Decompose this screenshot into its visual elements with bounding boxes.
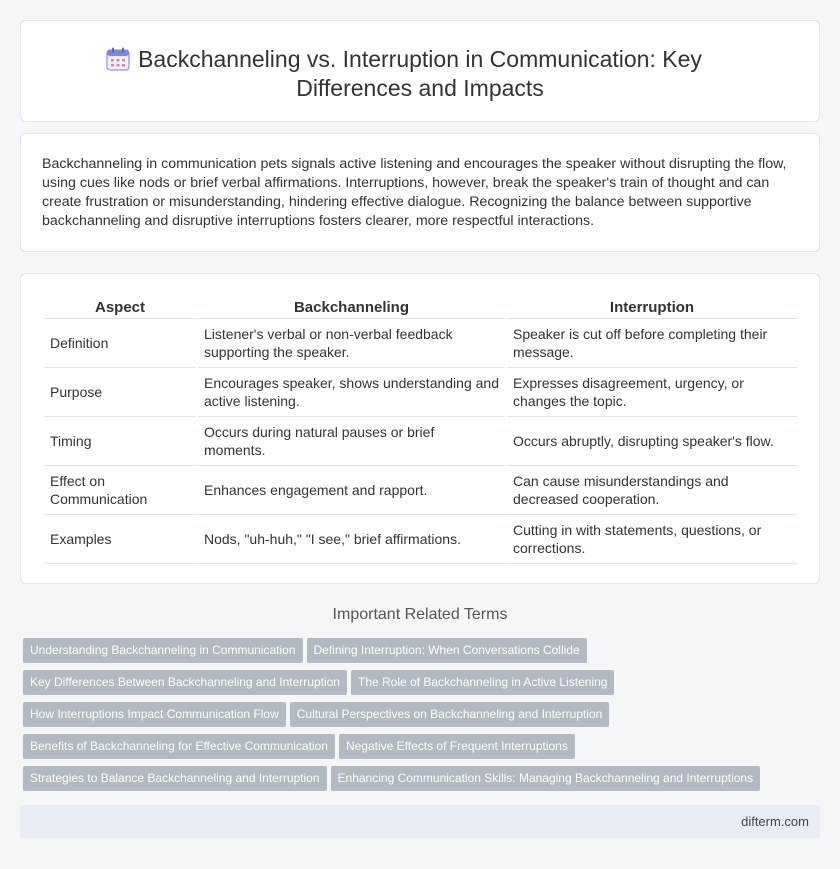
comparison-table (42, 294, 799, 564)
row-backchanneling: Nods, "uh-huh," "I see," brief affirmations. (198, 515, 505, 564)
related-term-link[interactable]: Enhancing Communication Skills: Managing Backchanneling and Interruptions (331, 766, 761, 791)
related-term-link[interactable]: Understanding Backchanneling in Communication (23, 638, 303, 663)
related-term-link[interactable]: Strategies to Balance Backchanneling and Interruption (23, 766, 327, 791)
intro-card (20, 133, 820, 252)
related-term-link[interactable]: How Interruptions Impact Communication Flow (23, 702, 286, 727)
related-term-link[interactable]: The Role of Backchanneling in Active Listening (351, 670, 615, 695)
comparison-card (20, 273, 820, 584)
table-header-row (44, 294, 797, 319)
table-row (44, 417, 797, 466)
row-aspect: Examples (44, 515, 196, 564)
row-aspect: Definition (44, 319, 196, 368)
row-aspect: Effect on Communication (44, 466, 196, 515)
row-aspect: Timing (44, 417, 196, 466)
related-term-link[interactable]: Key Differences Between Backchanneling and Interruption (23, 670, 347, 695)
related-terms-heading: Important Related Terms (332, 606, 508, 623)
table-row (44, 466, 797, 515)
row-backchanneling: Enhances engagement and rapport. (198, 466, 505, 515)
intro-paragraph: Backchanneling in communication pets signals active listening and encourages the speaker without disrupting the flow, using cues like nods or brief verbal affirmations. Interruptions, however, break the speaker's train of thought and can create frustration or misunderstanding, hindering effective dialogue. Recognizing the balance between supportive backchanneling and disruptive interruptions fosters clearer, more respectful interactions. (42, 156, 787, 229)
header-interruption: Interruption (507, 294, 797, 319)
row-backchanneling: Listener's verbal or non-verbal feedback supporting the speaker. (198, 319, 505, 368)
header-aspect: Aspect (44, 294, 196, 319)
page-title (21, 45, 819, 103)
row-aspect: Purpose (44, 368, 196, 417)
page-title-line-1: Backchanneling vs. Interruption in Communication: Key (138, 46, 702, 72)
row-backchanneling: Encourages speaker, shows understanding and active listening. (198, 368, 505, 417)
row-interruption: Speaker is cut off before completing their message. (507, 319, 797, 368)
row-interruption: Occurs abruptly, disrupting speaker's flow. (507, 417, 797, 466)
footer (20, 805, 820, 838)
row-backchanneling: Occurs during natural pauses or brief moments. (198, 417, 505, 466)
related-terms-list (23, 638, 823, 798)
title-card (20, 20, 820, 122)
related-term-link[interactable]: Negative Effects of Frequent Interruptions (339, 734, 575, 759)
page-title-line-2: Differences and Impacts (296, 75, 544, 101)
row-interruption: Cutting in with statements, questions, or corrections. (507, 515, 797, 564)
table-row (44, 368, 797, 417)
row-interruption: Can cause misunderstandings and decreased cooperation. (507, 466, 797, 515)
table-row (44, 319, 797, 368)
related-term-link[interactable]: Benefits of Backchanneling for Effective Communication (23, 734, 335, 759)
row-interruption: Expresses disagreement, urgency, or changes the topic. (507, 368, 797, 417)
header-backchanneling: Backchanneling (198, 294, 505, 319)
table-row (44, 515, 797, 564)
footer-site-link[interactable]: difterm.com (741, 814, 809, 829)
related-term-link[interactable]: Cultural Perspectives on Backchanneling and Interruption (290, 702, 610, 727)
related-term-link[interactable]: Defining Interruption: When Conversations Collide (307, 638, 587, 663)
